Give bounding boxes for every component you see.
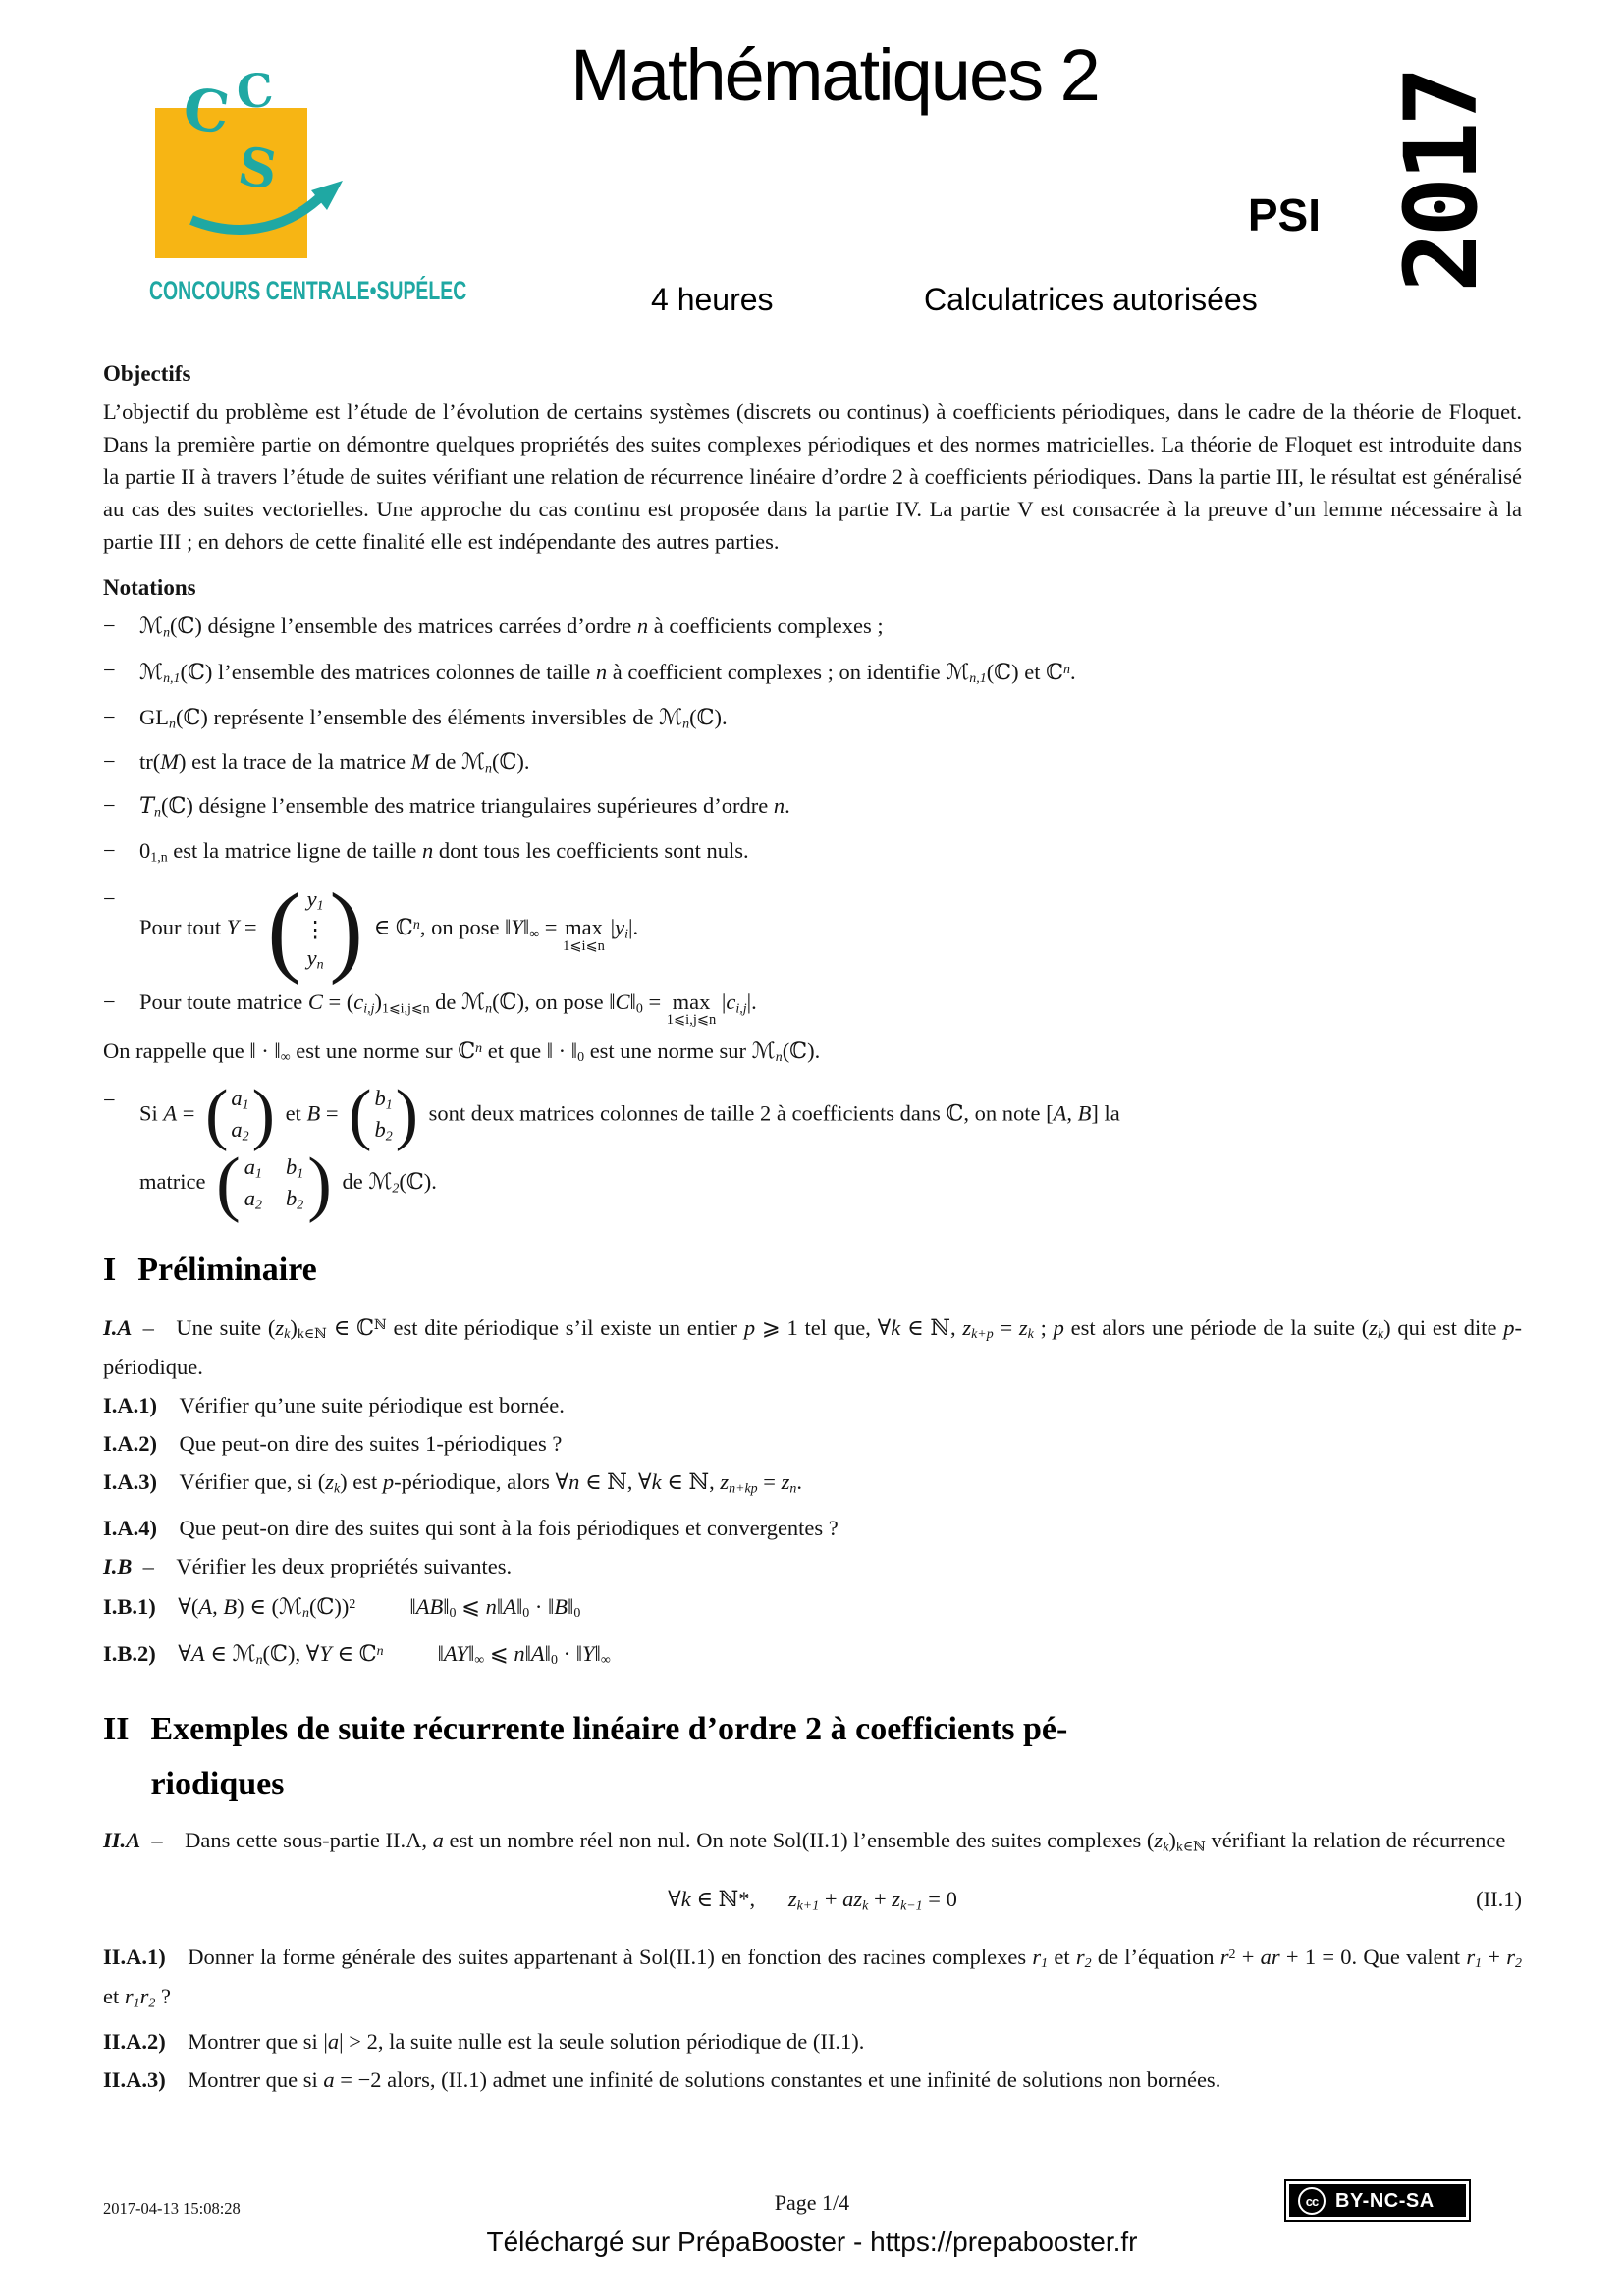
- notation-item: [103, 745, 1522, 784]
- item-dash: −: [103, 885, 116, 911]
- notation-text: Tn(ℂ) désigne l’ensemble des matrice triangulaires supérieures d’ordre n.: [139, 793, 790, 821]
- logo-letter-c: C: [235, 63, 276, 121]
- notation-text: GLn(ℂ) représente l’ensemble des éléments inversibles de ℳn(ℂ).: [139, 704, 728, 731]
- question-ia3: I.A.3) Vérifier que, si (zk) est p-périodique, alors ∀n ∈ ℕ, ∀k ∈ ℕ, zn+kp = zn.: [103, 1469, 802, 1497]
- cc-license-badge: [1284, 2179, 1471, 2222]
- item-dash: −: [103, 704, 116, 729]
- question-ib1: I.B.1) ∀(A, B) ∈ (ℳn(ℂ))$^2$ ‖AB‖0 ⩽ n‖A‖0 · ‖B‖0: [103, 1593, 581, 1621]
- question-ia-intro: I.A – Une suite (zk)k∈ℕ ∈ ℂ$^ℕ$ est dite périodique s’il existe un entier p ⩾ 1 tel que, ∀k ∈ ℕ, zk+p = zk ; p est alors une période de la suite (zk) qui est dite p-périodique.: [103, 1314, 1522, 1380]
- notation-item-column-matrices: [103, 1076, 1522, 1224]
- section-1-heading: [103, 1243, 1522, 1298]
- notation-text: 01,n est la matrice ligne de taille n dont tous les coefficients sont nuls.: [139, 837, 749, 865]
- question-ia1: I.A.1) Vérifier qu’une suite périodique est bornée.: [103, 1393, 565, 1418]
- notation-text: Pour toute matrice C = (ci,j)1⩽i,j⩽n de ℳn(ℂ), on pose ‖C‖0 = max 1⩽i,j⩽n |ci,j|.: [139, 988, 757, 1029]
- equation-ii1: [103, 1883, 1522, 1922]
- question-iia2: II.A.2) Montrer que si |a| > 2, la suite nulle est la seule solution périodique de (II.1).: [103, 2029, 865, 2055]
- notation-item-vector-norm: [103, 872, 1522, 986]
- notation-text: ℳn(ℂ) désigne l’ensemble des matrices carrées d’ordre n à coefficients complexes ;: [139, 614, 884, 641]
- timestamp: 2017-04-13 15:08:28: [103, 2199, 241, 2217]
- question-ia4: I.A.4) Que peut-on dire des suites qui sont à la fois périodiques et convergentes ?: [103, 1515, 839, 1540]
- notations-heading: Notations: [103, 575, 196, 600]
- section-2-heading: [103, 1702, 1522, 1812]
- question-iia-intro: II.A – Dans cette sous-partie II.A, a est un nombre réel non nul. On note Sol(II.1) l’ensemble des suites complexes (zk)k∈ℕ vérifiant la relation de récurrence: [103, 1827, 1506, 1855]
- objectifs-paragraph: L’objectif du problème est l’étude de l’évolution de certains systèmes (discrets ou continus) à coefficients périodiques, dans le cadre de la théorie de Floquet. Dans la première partie on démontre quelques propriétés des suites complexes périodiques et des normes matricielles. La théorie de Floquet est introduite dans la partie II à travers l’étude de suites vérifiant une relation de récurrence linéaire d’ordre 2 à coefficients périodiques. Dans la partie III, le résultat est généralisé au cas des suites vectorielles. Une approche du cas continu est proposée dans la partie IV. La partie V est consacrée à la preuve d’un lemme nécessaire à la partie III ; en dehors de cette finalité elle est indépendante des autres parties.: [103, 400, 1522, 554]
- track-label: PSI: [1247, 189, 1321, 240]
- page-number: Page 1/4: [774, 2190, 850, 2215]
- calculators-label: Calculatrices autorisées: [924, 282, 1258, 317]
- item-dash: −: [103, 1087, 116, 1112]
- notation-text: tr(M) est la trace de la matrice M de ℳn(ℂ).: [139, 748, 530, 776]
- section-title: [150, 1702, 1067, 1812]
- logo-letter-s: S: [234, 133, 282, 202]
- notation-item: [103, 701, 1522, 740]
- swoosh-arrow-icon: [186, 177, 352, 236]
- download-source-tagline: Téléchargé sur PrépaBooster - https://prepabooster.fr: [486, 2226, 1138, 2257]
- item-dash: −: [103, 748, 116, 774]
- equation-tag: (II.1): [1476, 1887, 1522, 1912]
- section-title-line: Exemples de suite récurrente linéaire d’ordre 2 à coefficients pé-: [150, 1710, 1068, 1747]
- notation-item: [103, 789, 1522, 828]
- notation-item: [103, 610, 1522, 649]
- notation-text: Pour tout Y = ( y1 ⋮ yn ) ∈ ℂ$^n$, on pose ‖Y‖∞ = max 1⩽i⩽n |yi|.: [139, 872, 639, 986]
- question-ib-intro: I.B – Vérifier les deux propriétés suivantes.: [103, 1553, 513, 1578]
- notation-text: Si A = ( a1 a2 ) et B = ( b1 b2 ) sont deux matrices colonnes de taille 2 à coefficients dans ℂ, on note [A, B] la: [139, 1076, 1120, 1152]
- cc-icon: cc: [1298, 2187, 1326, 2215]
- question-ib2: I.B.2) ∀A ∈ ℳn(ℂ), ∀Y ∈ ℂ$^n$ ‖AY‖∞ ⩽ n‖A‖0 · ‖Y‖∞: [103, 1640, 611, 1668]
- item-dash: −: [103, 658, 116, 683]
- section-number: II: [103, 1710, 130, 1747]
- notation-text: ℳn,1(ℂ) l’ensemble des matrices colonnes de taille n à coefficient complexes ; on identifie ℳn,1(ℂ) et ℂ$^n$.: [139, 660, 1076, 687]
- objectifs-heading: Objectifs: [103, 361, 191, 386]
- notation-item: [103, 654, 1522, 695]
- question-iia3: II.A.3) Montrer que si a = −2 alors, (II.1) admet une infinité de solutions constantes et une infinité de solutions non bornées.: [103, 2067, 1221, 2093]
- license-label: BY-NC-SA: [1335, 2189, 1435, 2212]
- notation-item: [103, 834, 1522, 874]
- year-label: 2017: [1382, 71, 1500, 293]
- question-ia2: I.A.2) Que peut-on dire des suites 1-périodiques ?: [103, 1431, 563, 1457]
- section-title-line: riodiques: [150, 1765, 285, 1802]
- logo-letter-c: C: [180, 75, 234, 147]
- item-dash: −: [103, 614, 116, 638]
- item-dash: −: [103, 988, 116, 1014]
- ccs-logo: [152, 59, 407, 285]
- page-title: Mathématiques 2: [570, 34, 1099, 116]
- duration-label: 4 heures: [651, 282, 774, 317]
- notation-item-matrix-norm: [103, 986, 1522, 1029]
- document-body: [103, 344, 1522, 2102]
- notation-text: matrice ( a1 b1 a2 b2 ) de ℳ2(ℂ).: [139, 1144, 437, 1224]
- item-dash: −: [103, 793, 116, 819]
- equation-body: ∀k ∈ ℕ*, zk+1 + azk + zk−1 = 0: [668, 1887, 957, 1914]
- question-iia1: II.A.1) Donner la forme générale des suites appartenant à Sol(II.1) en fonction des racines complexes r1 et r2 de l’équation $r^2$ + ar + 1 = 0. Que valent r1 + r2 et r1r2 ?: [103, 1944, 1522, 2011]
- section-title: Préliminaire: [137, 1252, 317, 1289]
- brand-caption: CONCOURS CENTRALE•SUPÉLEC: [149, 276, 467, 305]
- item-dash: −: [103, 837, 116, 863]
- section-number: I: [103, 1252, 117, 1289]
- norm-remark: On rappelle que ‖ · ‖∞ est une norme sur ℂ$^n$ et que ‖ · ‖0 est une norme sur ℳn(ℂ).: [103, 1039, 821, 1066]
